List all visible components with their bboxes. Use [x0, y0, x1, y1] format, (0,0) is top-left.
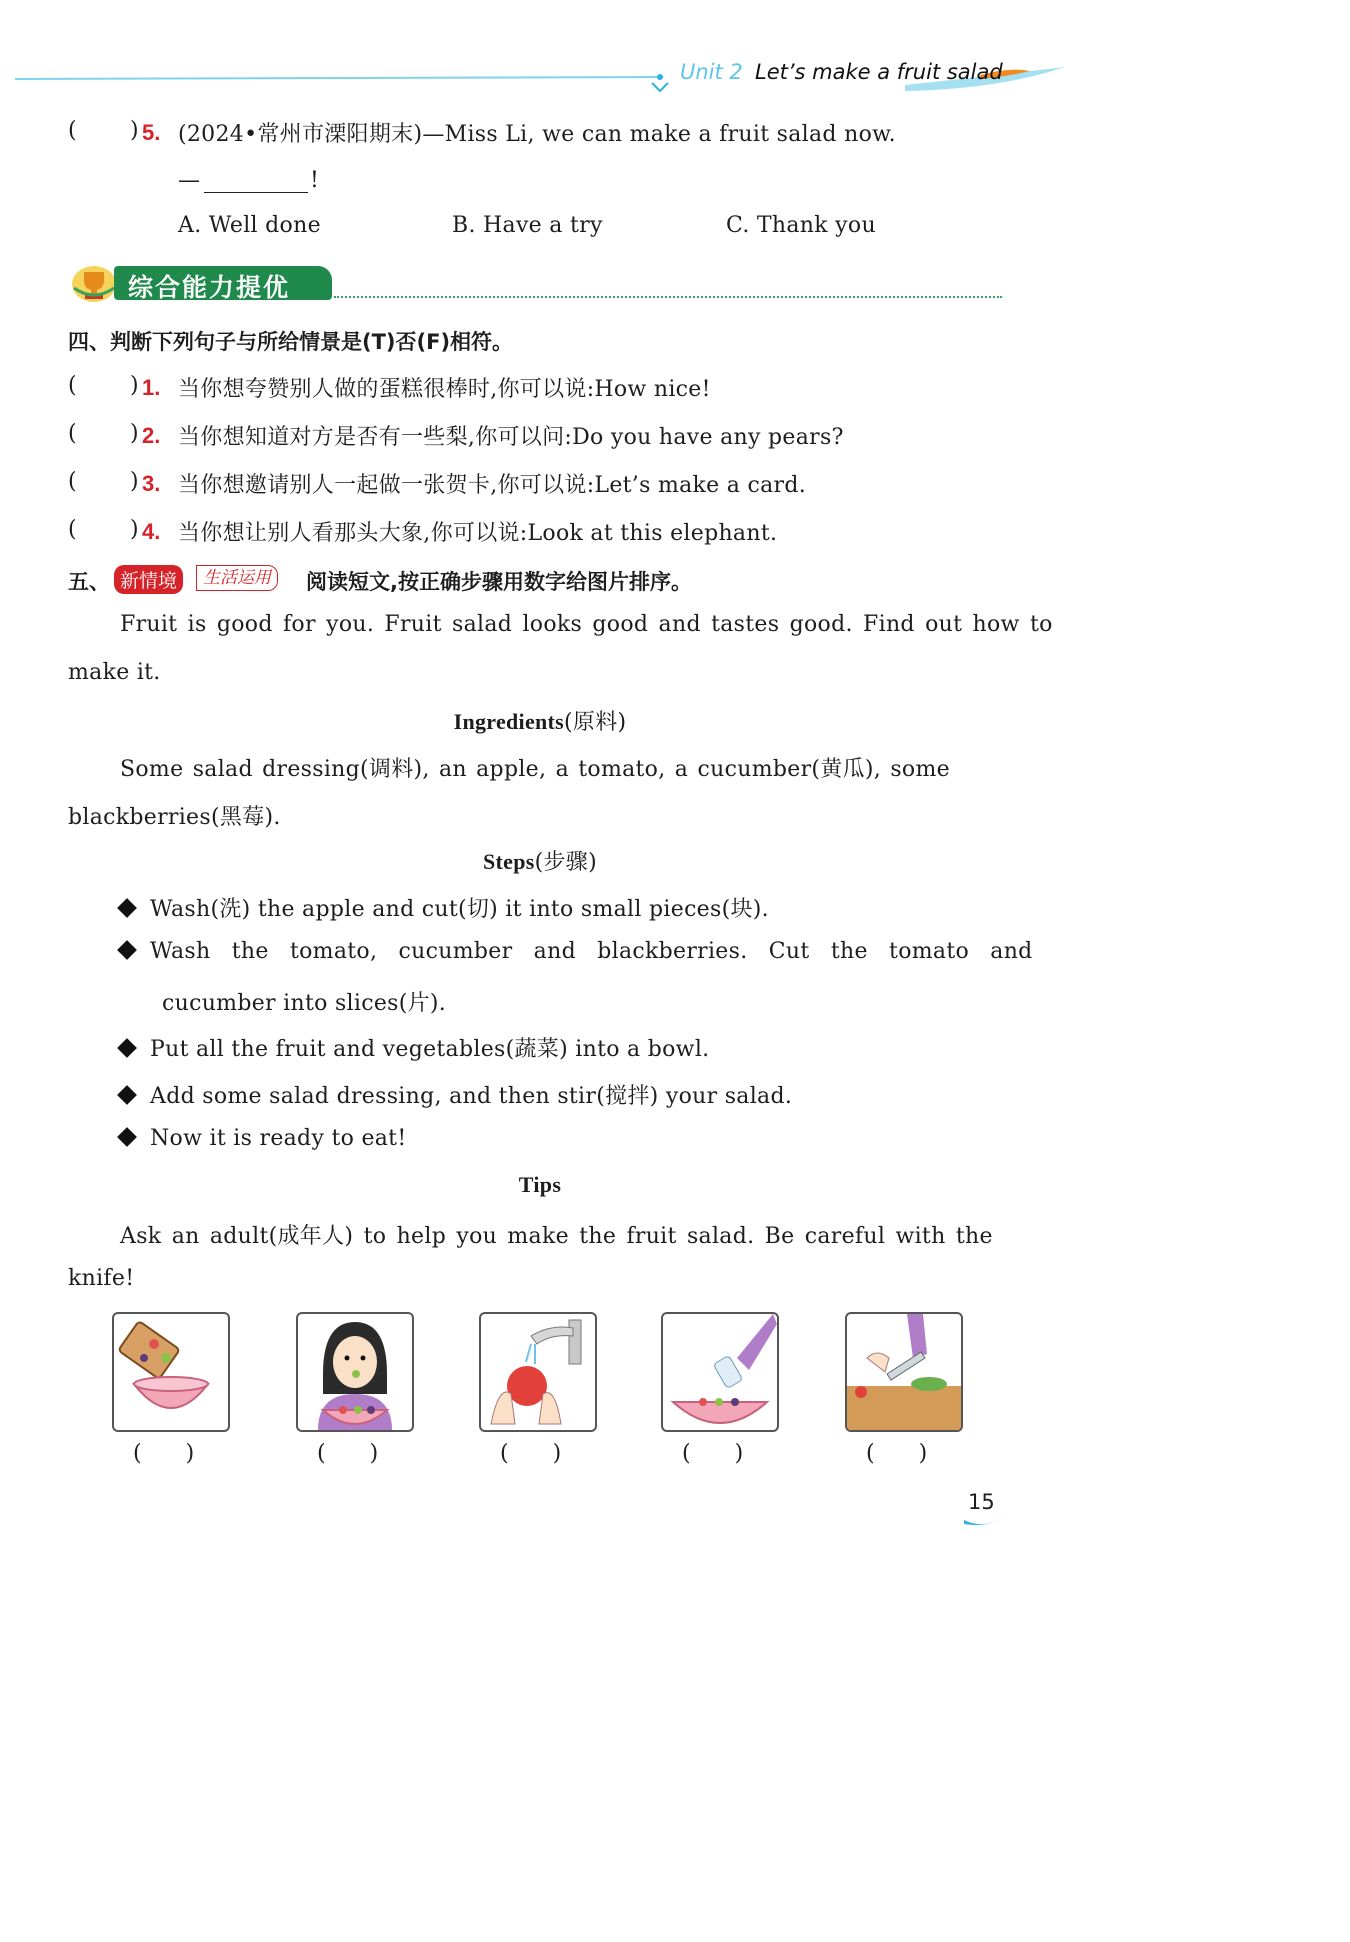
item-number: 4. — [142, 519, 161, 544]
diamond-bullet-icon — [117, 940, 137, 960]
tips-line-2: knife! — [68, 1266, 135, 1291]
answer-paren-close: ) — [130, 118, 139, 143]
page-number-swoosh-icon — [962, 1514, 1008, 1528]
answer-blank[interactable]: ( ) — [866, 1441, 928, 1466]
answer-blank[interactable] — [204, 192, 308, 193]
answer-blank[interactable]: ( ) — [682, 1441, 744, 1466]
steps-heading-cn: (步骤) — [534, 850, 597, 875]
banner-label: 综合能力提优 — [128, 273, 291, 302]
section-4-title: 四、判断下列句子与所给情景是(T)否(F)相符。 — [68, 330, 514, 354]
option-c: C. Thank you — [726, 213, 876, 238]
answer-blank[interactable]: ( ) — [500, 1441, 562, 1466]
steps-heading-en: Steps — [483, 849, 535, 874]
picture-adding-dressing — [661, 1312, 779, 1432]
answer-paren-open: ( — [68, 118, 77, 143]
step-item — [120, 892, 769, 923]
item-text: 当你想邀请别人一起做一张贺卡,你可以说:Let’s make a card. — [178, 473, 807, 498]
intro-line-2: make it. — [68, 660, 161, 685]
context-badge: 新情境 — [114, 565, 183, 594]
diamond-bullet-icon — [117, 1127, 137, 1147]
answer-paren-open: ( — [68, 421, 77, 446]
step-text: Add some salad dressing, and then stir(搅拌) your salad. — [150, 1084, 793, 1109]
ingredients-line-1: Some salad dressing(调料), an apple, a tomato, a cucumber(黄瓜), some — [120, 757, 950, 782]
answer-paren-close: ) — [130, 469, 139, 494]
tips-line-1: Ask an adult(成年人) to help you make the fruit salad. Be careful with the — [120, 1224, 993, 1249]
ingredients-heading — [0, 705, 1080, 736]
diamond-bullet-icon — [117, 898, 137, 918]
faucet-tomato-icon — [481, 1314, 595, 1430]
section-5-prefix: 五、 — [68, 570, 110, 594]
answer-blank[interactable]: ( ) — [133, 1441, 195, 1466]
picture-girl-eating-salad — [296, 1312, 414, 1432]
item-number: 1. — [142, 375, 161, 400]
section-5-title: 阅读短文,按正确步骤用数字给图片排序。 — [306, 570, 692, 594]
step-text: Wash(洗) the apple and cut(切) it into small pieces(块). — [150, 897, 769, 922]
cutting-board-bowl-icon — [114, 1314, 228, 1430]
step-item — [120, 1126, 406, 1151]
step-item — [120, 1079, 792, 1110]
diamond-bullet-icon — [117, 1038, 137, 1058]
banner-dotted-rule — [334, 296, 1002, 298]
picture-washing-tomato — [479, 1312, 597, 1432]
item-text: 当你想知道对方是否有一些梨,你可以问:Do you have any pears? — [178, 425, 844, 450]
step-item — [120, 1032, 709, 1063]
item-number: 3. — [142, 471, 161, 496]
answer-paren-close: ) — [130, 373, 139, 398]
tips-heading: Tips — [518, 1172, 562, 1197]
ingredients-heading-en: Ingredients — [453, 709, 565, 734]
step-item — [120, 939, 1033, 964]
diamond-bullet-icon — [117, 1085, 137, 1105]
header-unit: Unit 2 — [680, 60, 743, 84]
option-a: A. Well done — [178, 213, 321, 238]
picture-board-pouring-into-bowl — [112, 1312, 230, 1432]
intro-line-1: Fruit is good for you. Fruit salad looks good and tastes good. Find out how to — [120, 612, 1053, 637]
answer-paren-open: ( — [68, 469, 77, 494]
answer-blank[interactable]: ( ) — [317, 1441, 379, 1466]
item-number: 2. — [142, 423, 161, 448]
ingredients-line-2: blackberries(黑莓). — [68, 805, 281, 830]
answer-paren-close: ) — [130, 421, 139, 446]
header-title: Let’s make a fruit salad — [755, 60, 1003, 84]
answer-prefix: — — [178, 168, 201, 193]
step-2-continuation: cucumber into slices(片). — [162, 991, 447, 1016]
answer-paren-close: ) — [130, 517, 139, 542]
trophy-icon — [70, 262, 118, 304]
ingredients-heading-cn: (原料) — [564, 710, 627, 735]
knife-cucumber-icon — [847, 1314, 961, 1430]
girl-eating-icon — [298, 1314, 412, 1430]
step-text: Put all the fruit and vegetables(蔬菜) into a bowl. — [150, 1037, 710, 1062]
step-text: Wash the tomato, cucumber and blackberries. Cut the tomato and — [150, 939, 1033, 964]
page-number: 15 — [968, 1490, 995, 1514]
answer-suffix: ! — [310, 168, 320, 193]
answer-paren-open: ( — [68, 517, 77, 542]
life-use-badge: 生活运用 — [196, 565, 278, 591]
dressing-bottle-bowl-icon — [663, 1314, 777, 1430]
question-number: 5. — [142, 120, 161, 145]
item-text: 当你想让别人看那头大象,你可以说:Look at this elephant. — [178, 521, 778, 546]
step-text: Now it is ready to eat! — [150, 1126, 407, 1151]
answer-paren-open: ( — [68, 373, 77, 398]
question-text: (2024•常州市溧阳期末)—Miss Li, we can make a fruit salad now. — [178, 122, 896, 147]
steps-heading — [0, 845, 1080, 876]
option-b: B. Have a try — [452, 213, 603, 238]
item-text: 当你想夸赞别人做的蛋糕很棒时,你可以说:How nice! — [178, 377, 711, 402]
picture-cutting-cucumber — [845, 1312, 963, 1432]
